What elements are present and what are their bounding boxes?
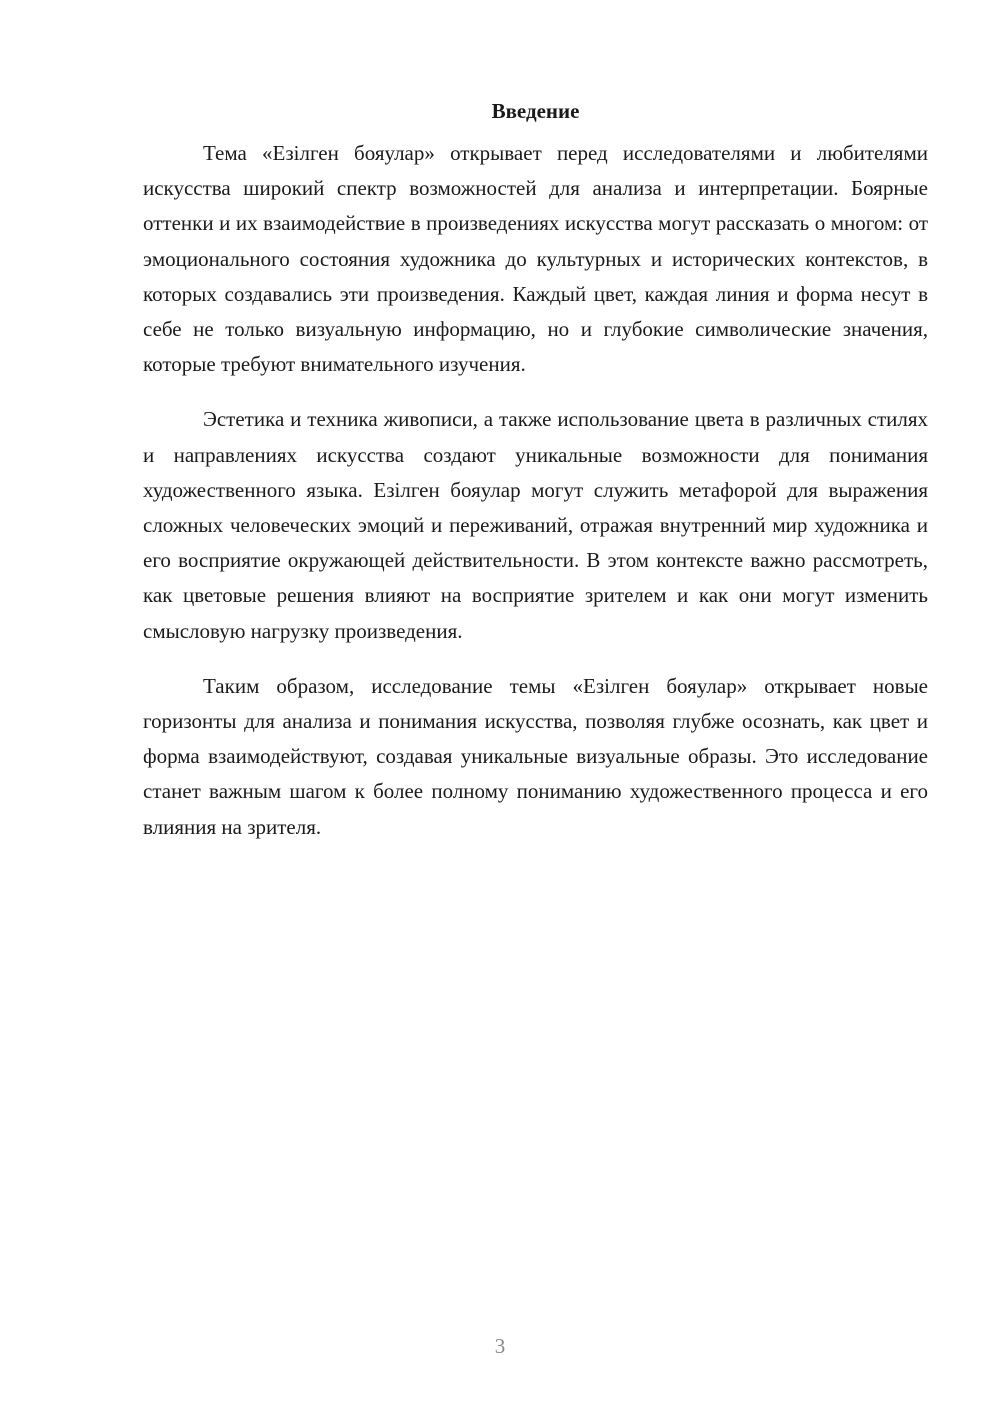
- section-heading: Введение: [491, 99, 580, 123]
- paragraph-1: Тема «Езілген бояулар» открывает перед исследователями и любителями искусства широкий спектр возможностей для анализа и интерпретации. Боярные оттенки и их взаимодействие в произведениях искусства могут рассказать о многом: от эмоционального состояния художника до культурных и исторических контекстов, в которых создавались эти произведения. Каждый цвет, каждая линия и форма несут в себе не только визуальную информацию, но и глубокие символические значения, которые требуют внимательного изучения.: [143, 141, 928, 377]
- paragraph-3: Таким образом, исследование темы «Езілген бояулар» открывает новые горизонты для анализа и понимания искусства, позволяя глубже осознать, как цвет и форма взаимодействуют, создавая уникальные визуальные образы. Это исследование станет важным шагом к более полному пониманию художественного процесса и его влияния на зрителя.: [143, 673, 928, 839]
- page-body: [143, 96, 928, 865]
- page-number: 3: [494, 1334, 506, 1358]
- paragraph-2: Эстетика и техника живописи, а также использование цвета в различных стилях и направлениях искусства создают уникальные возможности для понимания художественного языка. Езілген бояулар могут служить метафорой для выражения сложных человеческих эмоций и переживаний, отражая внутренний мир художника и его восприятие окружающей действительности. В этом контексте важно рассмотреть, как цветовые решения влияют на восприятие зрителем и как они могут изменить смысловую нагрузку произведения.: [143, 407, 928, 643]
